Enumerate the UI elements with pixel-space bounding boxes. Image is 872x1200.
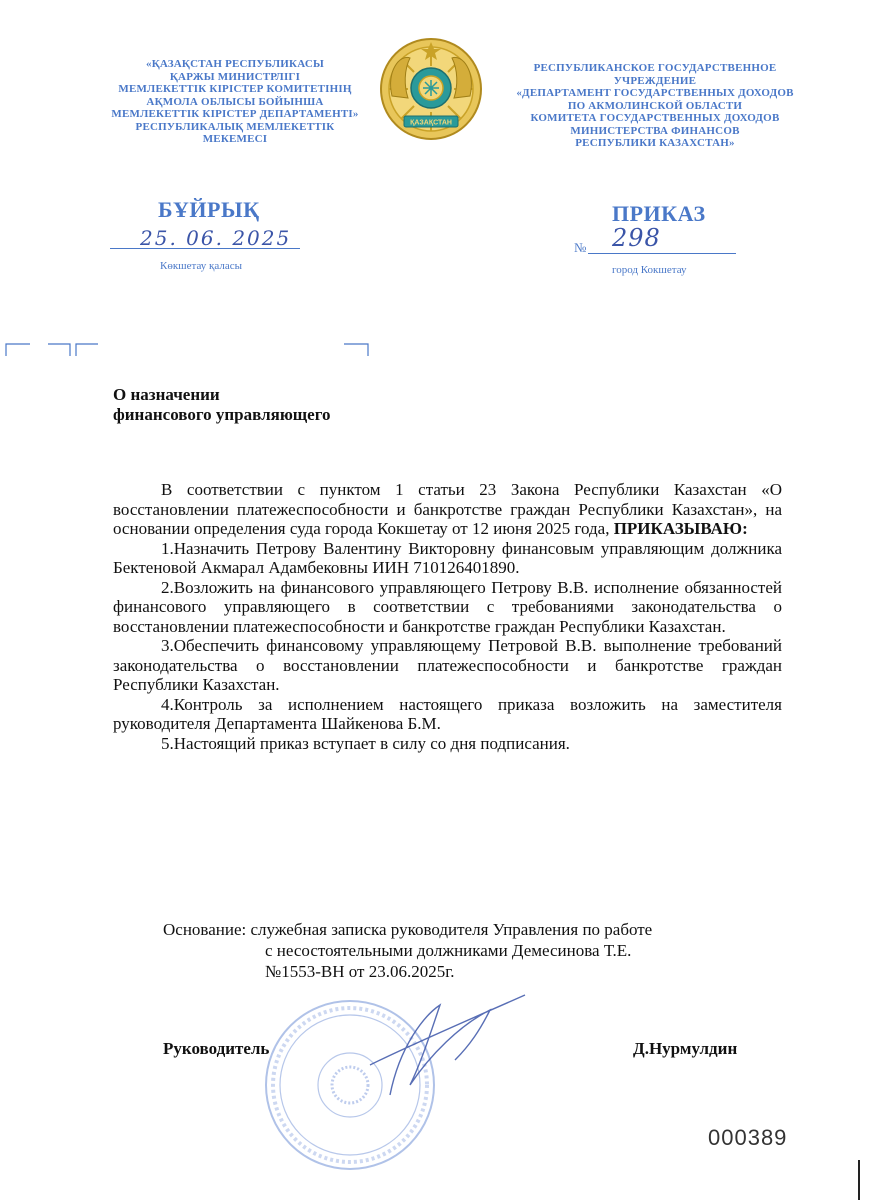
body-intro: [113, 480, 782, 539]
body-item-1: 1.Назначить Петрову Валентину Викторовну финансовым управляющим должника Бектеновой Акмарал Адамбековны ИИН 710126401890.: [113, 538, 782, 577]
header-left-line: РЕСПУБЛИКАЛЫҚ МЕМЛЕКЕТТІК: [135, 120, 335, 133]
state-emblem: [378, 36, 484, 142]
header-left-line: «ҚАЗАҚСТАН РЕСПУБЛИКАСЫ: [146, 58, 324, 70]
body-intro-orders: ПРИКАЗЫВАЮ:: [613, 519, 748, 538]
basis-line-2: с несостоятельными должниками Демесинова Т.Е.: [265, 941, 632, 960]
subject-line-1: О назначении: [113, 385, 220, 404]
header-left-kz: [70, 58, 400, 146]
header-right-line: РЕСПУБЛИКАНСКОЕ ГОСУДАРСТВЕННОЕ: [533, 62, 777, 74]
order-body: [113, 480, 782, 753]
header-right-line: КОМИТЕТА ГОСУДАРСТВЕННЫХ ДОХОДОВ: [530, 112, 780, 124]
header-right-line: «ДЕПАРТАМЕНТ ГОСУДАРСТВЕННЫХ ДОХОДОВ: [516, 87, 794, 99]
emblem-band-text: ҚАЗАҚСТАН: [410, 119, 452, 127]
header-right-ru: [490, 62, 820, 150]
handwritten-signature: [330, 985, 530, 1105]
body-item-5: 5.Настоящий приказ вступает в силу со дня подписания.: [161, 733, 570, 753]
body-item-4: 4.Контроль за исполнением настоящего приказа возложить на заместителя руководителя Департамента Шайкенова Б.М.: [113, 694, 782, 733]
subject: [113, 385, 331, 425]
number-underline: [588, 253, 736, 254]
subject-line-2: финансового управляющего: [113, 405, 331, 424]
city-kz: Көкшетау қаласы: [160, 260, 243, 272]
address-corner-marks: [0, 336, 380, 376]
header-left-line: МЕМЛЕКЕТТІК КІРІСТЕР КОМИТЕТІНІҢ: [118, 83, 352, 95]
page-edge-mark: [858, 1160, 860, 1200]
order-number-handwritten: 298: [612, 224, 661, 252]
basis-line-1: Основание: служебная записка руководителя Управления по работе: [163, 920, 653, 939]
basis-line-3: №1553-ВН от 23.06.2025г.: [265, 962, 455, 981]
signer-name: Д.Нурмулдин: [633, 1039, 738, 1058]
order-date-handwritten: 25. 06. 2025: [140, 226, 292, 250]
registration-number: 000389: [708, 1125, 788, 1150]
header-right-line: МИНИСТЕРСТВА ФИНАНСОВ: [570, 124, 740, 137]
body-item-2: 2.Возложить на финансового управляющего Петрову В.В. исполнение обязанностей финансового управляющего в соответствии с требованиями законодательства о восстановлении платежеспособности и банкротстве граждан Республики Казахстан.: [113, 577, 782, 636]
header-right-line: РЕСПУБЛИКИ КАЗАХСТАН»: [575, 137, 735, 149]
number-symbol: №: [574, 240, 587, 255]
header-left-line: МЕМЛЕКЕТТІК КІРІСТЕР ДЕПАРТАМЕНТІ»: [111, 108, 359, 120]
doc-type-ru: ПРИКАЗ: [612, 201, 706, 226]
header-right-line: УЧРЕЖДЕНИЕ: [613, 74, 697, 87]
header-right-line: ПО АКМОЛИНСКОЙ ОБЛАСТИ: [567, 99, 743, 112]
doc-type-kz: БҰЙРЫҚ: [158, 197, 260, 222]
header-left-line: АҚМОЛА ОБЛЫСЫ БОЙЫНША: [146, 95, 324, 108]
body-intro-text: В соответствии с пунктом 1 статьи 23 Закона Республики Казахстан «О восстановлении платежеспособности и банкротстве граждан Республики Казахстан», на основании определения суда города Кокшетау от 12 июня 2025 года,: [113, 480, 782, 538]
signer-position: Руководитель: [163, 1039, 270, 1058]
header-left-line: МЕКЕМЕСІ: [202, 133, 268, 145]
date-underline: [110, 248, 300, 249]
city-ru: город Кокшетау: [612, 264, 687, 276]
header-left-line: ҚАРЖЫ МИНИСТРЛІГІ: [169, 70, 301, 83]
state-emblem-icon: [378, 36, 484, 142]
body-item-3: 3.Обеспечить финансовому управляющему Петровой В.В. выполнение требований законодательства о восстановлении платежеспособности и банкротстве граждан Республики Казахстан.: [113, 636, 782, 694]
